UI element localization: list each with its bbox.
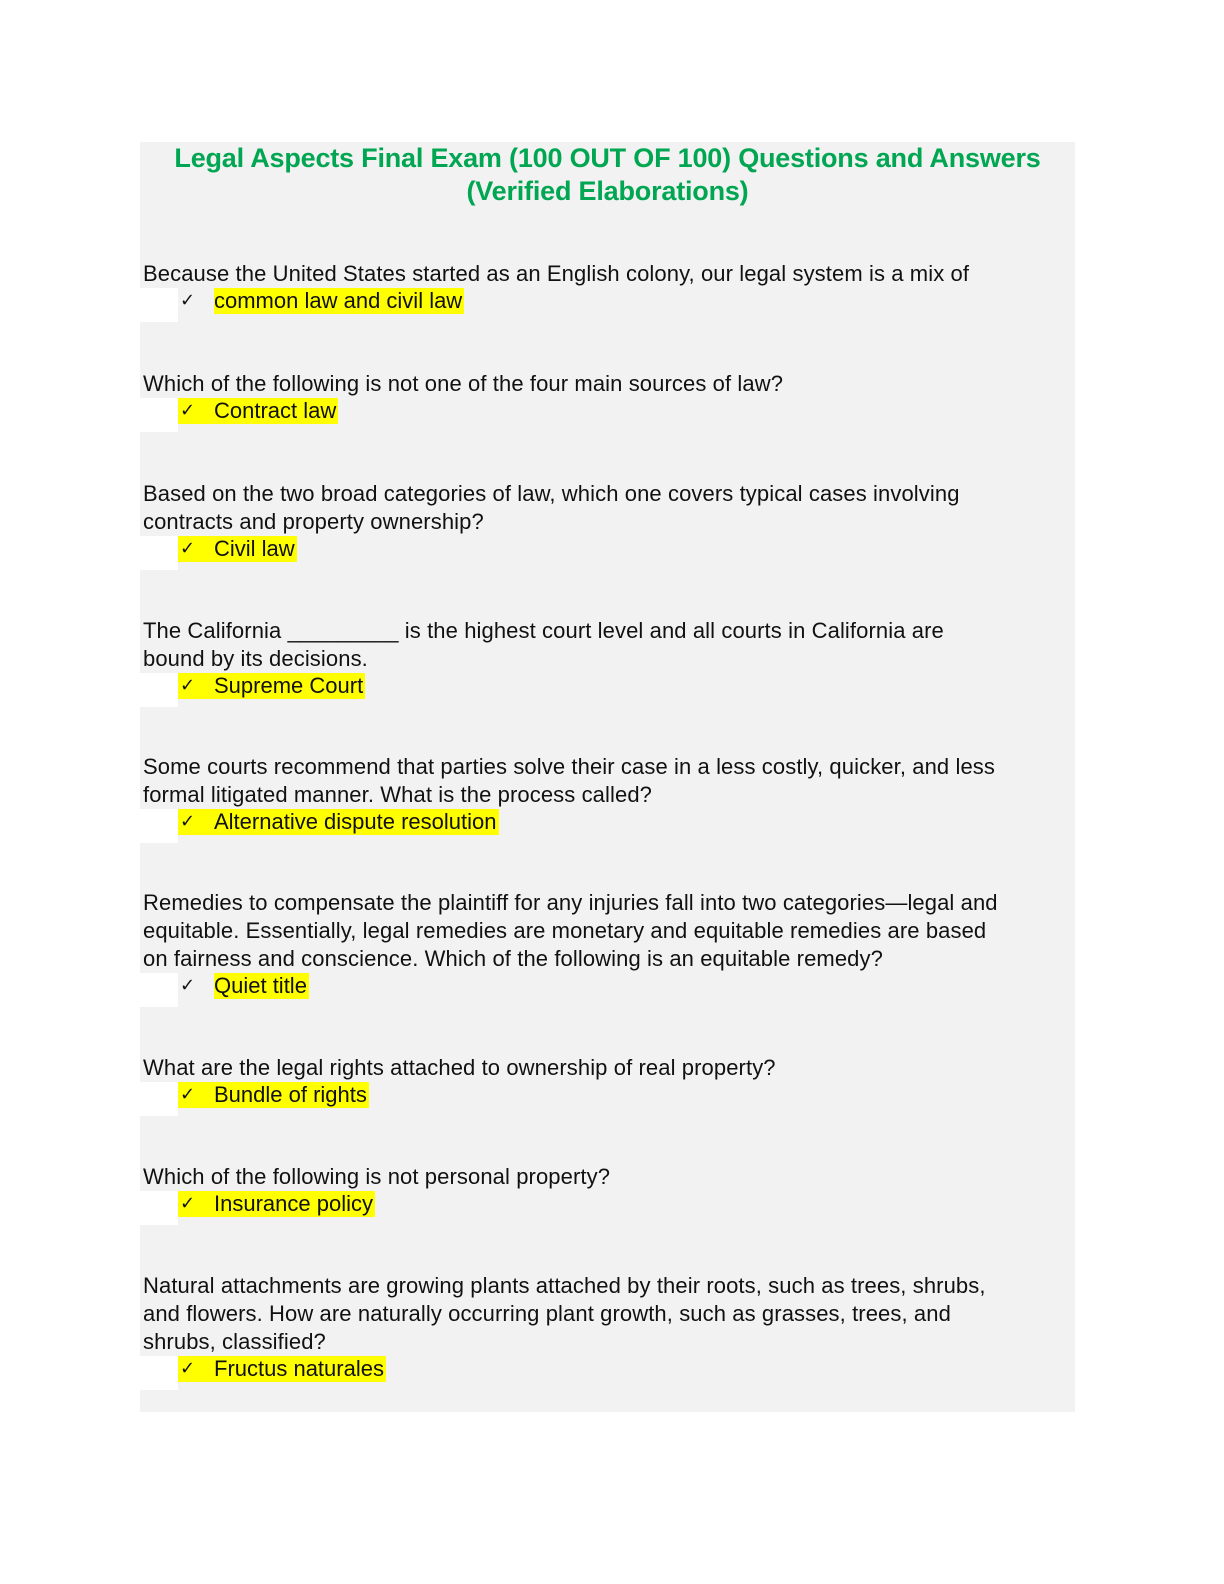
answer-row <box>143 536 1073 570</box>
answer-text: Insurance policy <box>214 1191 373 1216</box>
answer-row <box>143 288 1073 322</box>
answer <box>178 973 309 999</box>
title-line-1: Legal Aspects Final Exam (100 OUT OF 100) Questions and Answers <box>174 143 1041 173</box>
check-icon: ✓ <box>180 675 196 696</box>
answer <box>178 1191 375 1217</box>
answer <box>178 536 297 562</box>
question-item <box>143 753 1073 843</box>
question-item <box>143 617 1073 707</box>
answer <box>178 809 499 835</box>
answer <box>178 398 338 424</box>
question-text: Which of the following is not personal property? <box>143 1164 611 1189</box>
check-icon: ✓ <box>180 1084 196 1105</box>
answer-text: Quiet title <box>214 973 307 998</box>
answer-row <box>143 1356 1073 1390</box>
question-item <box>143 889 1073 1007</box>
check-icon: ✓ <box>180 1358 196 1379</box>
answer <box>178 1082 369 1108</box>
answer-row <box>143 1082 1073 1116</box>
question-item <box>143 1163 1073 1225</box>
check-icon: ✓ <box>180 1193 196 1214</box>
answer <box>178 288 464 314</box>
check-icon: ✓ <box>180 290 196 311</box>
answer-text: Bundle of rights <box>214 1082 367 1107</box>
question-text: Based on the two broad categories of law, which one covers typical cases involving contracts and property ownership? <box>143 481 960 534</box>
check-icon: ✓ <box>180 975 196 996</box>
question-item <box>143 1272 1073 1390</box>
question-text: Because the United States started as an English colony, our legal system is a mix of <box>143 261 970 286</box>
question-text: What are the legal rights attached to ownership of real property? <box>143 1055 776 1080</box>
answer-row <box>143 809 1073 843</box>
answer-text: Contract law <box>214 398 337 423</box>
document-content <box>140 142 1075 1412</box>
question-item <box>143 370 1073 432</box>
answer-text: common law and civil law <box>214 288 463 313</box>
question-text: The California _________ is the highest court level and all courts in California are bound by its decisions. <box>143 618 944 671</box>
answer <box>178 1356 386 1382</box>
answer-text: Fructus naturales <box>214 1356 384 1381</box>
question-text: Natural attachments are growing plants attached by their roots, such as trees, shrubs, and flowers. How are naturally occurring plant growth, such as grasses, trees, and shrubs, classified? <box>143 1273 986 1354</box>
answer <box>178 673 365 699</box>
question-text: Some courts recommend that parties solve their case in a less costly, quicker, and less formal litigated manner. What is the process called? <box>143 754 996 807</box>
answer-row <box>143 1191 1073 1225</box>
question-text: Which of the following is not one of the four main sources of law? <box>143 371 784 396</box>
answer-row <box>143 398 1073 432</box>
answer-text: Supreme Court <box>214 673 364 698</box>
answer-row <box>143 673 1073 707</box>
question-item <box>143 1054 1073 1116</box>
check-icon: ✓ <box>180 400 196 421</box>
question-text: Remedies to compensate the plaintiff for any injuries fall into two categories—legal and equitable. Essentially, legal remedies are monetary and equitable remedies are based on fairness and conscience. Which of the following is an equitable remedy? <box>143 890 998 971</box>
question-item <box>143 260 1073 322</box>
check-icon: ✓ <box>180 811 196 832</box>
question-item <box>143 480 1073 570</box>
answer-text: Civil law <box>214 536 295 561</box>
document-title <box>140 142 1075 208</box>
check-icon: ✓ <box>180 538 196 559</box>
answer-text: Alternative dispute resolution <box>214 809 497 834</box>
title-line-2: (Verified Elaborations) <box>466 176 749 206</box>
answer-row <box>143 973 1073 1007</box>
